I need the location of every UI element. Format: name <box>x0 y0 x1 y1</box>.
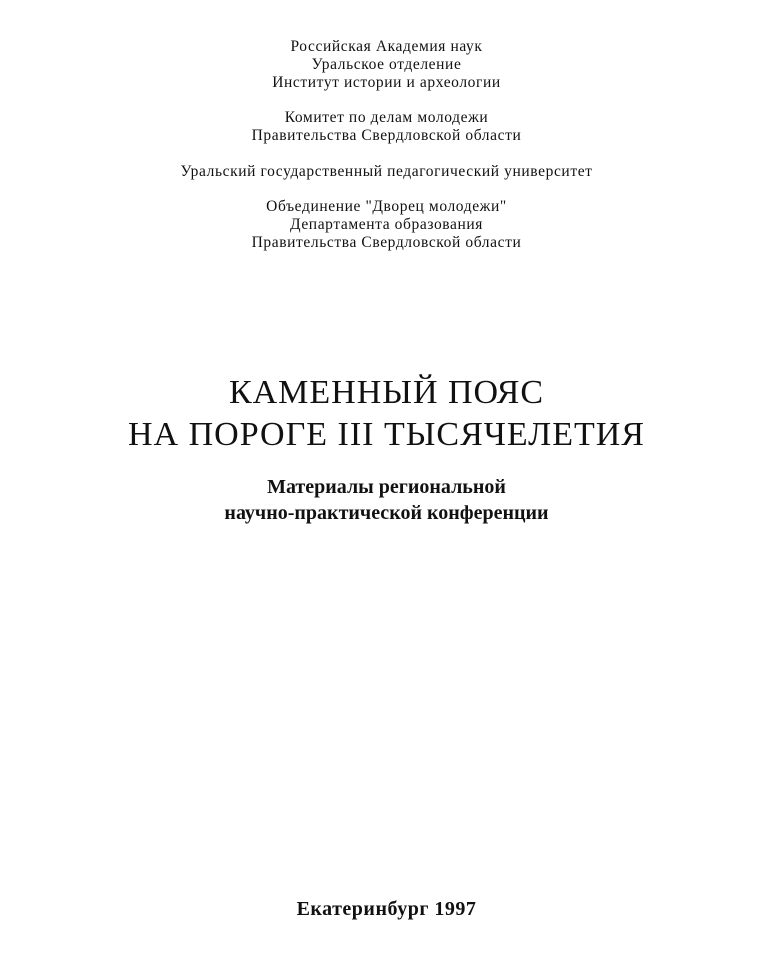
book-title-line-2: НА ПОРОГЕ III ТЫСЯЧЕЛЕТИЯ <box>127 416 645 453</box>
organization-line: Российская Академия наук <box>290 38 483 55</box>
organization-block-youth-committee <box>0 109 773 145</box>
book-title <box>0 372 773 456</box>
organization-line: Уральский государственный педагогический университет <box>180 163 593 180</box>
organization-block-academy <box>0 38 773 92</box>
organization-line: Институт истории и археологии <box>272 74 501 91</box>
book-subtitle <box>0 474 773 526</box>
book-title-line-1: КАМЕННЫЙ ПОЯС <box>228 374 545 411</box>
organization-line: Департамента образования <box>289 216 484 233</box>
organization-block-youth-palace <box>0 198 773 252</box>
organization-line: Правительства Свердловской области <box>251 234 522 251</box>
organization-line: Правительства Свердловской области <box>251 127 522 144</box>
organization-line: Объединение "Дворец молодежи" <box>266 198 507 215</box>
organization-line: Уральское отделение <box>311 56 462 73</box>
organization-block-university <box>0 163 773 181</box>
book-subtitle-line-1: Материалы региональной <box>267 476 506 498</box>
organization-line: Комитет по делам молодежи <box>284 109 489 126</box>
book-subtitle-line-2: научно-практической конференции <box>224 502 549 524</box>
imprint-place-year: Екатеринбург 1997 <box>296 898 477 920</box>
